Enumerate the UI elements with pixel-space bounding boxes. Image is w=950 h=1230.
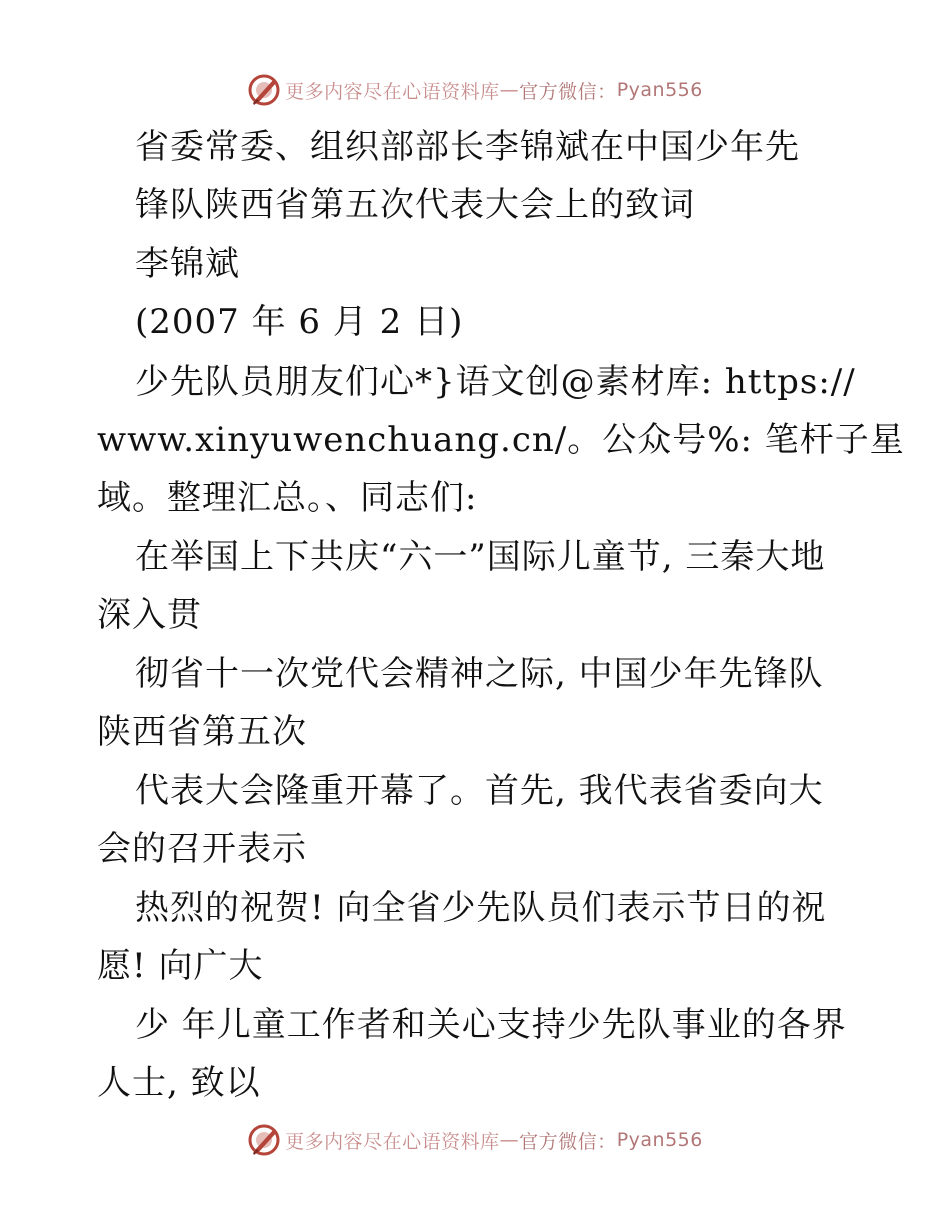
brush-circle-logo-icon: [247, 1123, 281, 1157]
doc-line: 热烈的祝贺! 向全省少先队员们表示节日的祝: [135, 888, 827, 928]
banner-text: 更多内容尽在心语资料库: [285, 1130, 500, 1153]
banner-wechat-label: 官方微信：: [519, 80, 617, 103]
banner-text: 更多内容尽在心语资料库: [285, 80, 500, 103]
doc-line: 会的召开表示: [97, 829, 307, 869]
banner-dash: —: [499, 1129, 520, 1151]
doc-line: 人士, 致以: [97, 1063, 261, 1103]
doc-title-line-1: 省委常委、组织部部长李锦斌在中国少年先: [135, 127, 800, 167]
doc-line: 陕西省第五次: [97, 712, 307, 752]
banner-dash: —: [499, 79, 520, 101]
doc-line: 深入贯: [97, 595, 202, 635]
banner-wechat-id: Pyan556: [616, 79, 703, 101]
doc-line: 愿! 向广大: [97, 946, 264, 986]
doc-line: 域。整理汇总。、同志们:: [97, 478, 478, 518]
doc-line: 彻省十一次党代会精神之际, 中国少年先锋队: [135, 654, 824, 694]
doc-date: (2007 年 6 月 2 日): [135, 302, 464, 342]
footer-banner: [0, 1120, 950, 1160]
banner-wechat-label: 官方微信：: [519, 1130, 617, 1153]
doc-line: 少先队员朋友们心*}语文创@素材库: https://: [135, 362, 856, 402]
doc-line: 少 年儿童工作者和关心支持少先队事业的各界: [135, 1005, 847, 1045]
doc-title-line-2: 锋队陕西省第五次代表大会上的致词: [135, 185, 695, 225]
doc-line: 代表大会隆重开幕了。首先, 我代表省委向大: [135, 771, 824, 811]
doc-author: 李锦斌: [135, 244, 240, 284]
doc-line: www.xinyuwenchuang.cn/。公众号%: 笔杆子星: [97, 420, 905, 460]
banner-wechat-id: Pyan556: [616, 1129, 703, 1151]
doc-line: 在举国上下共庆“六一”国际儿童节, 三秦大地: [135, 537, 826, 577]
